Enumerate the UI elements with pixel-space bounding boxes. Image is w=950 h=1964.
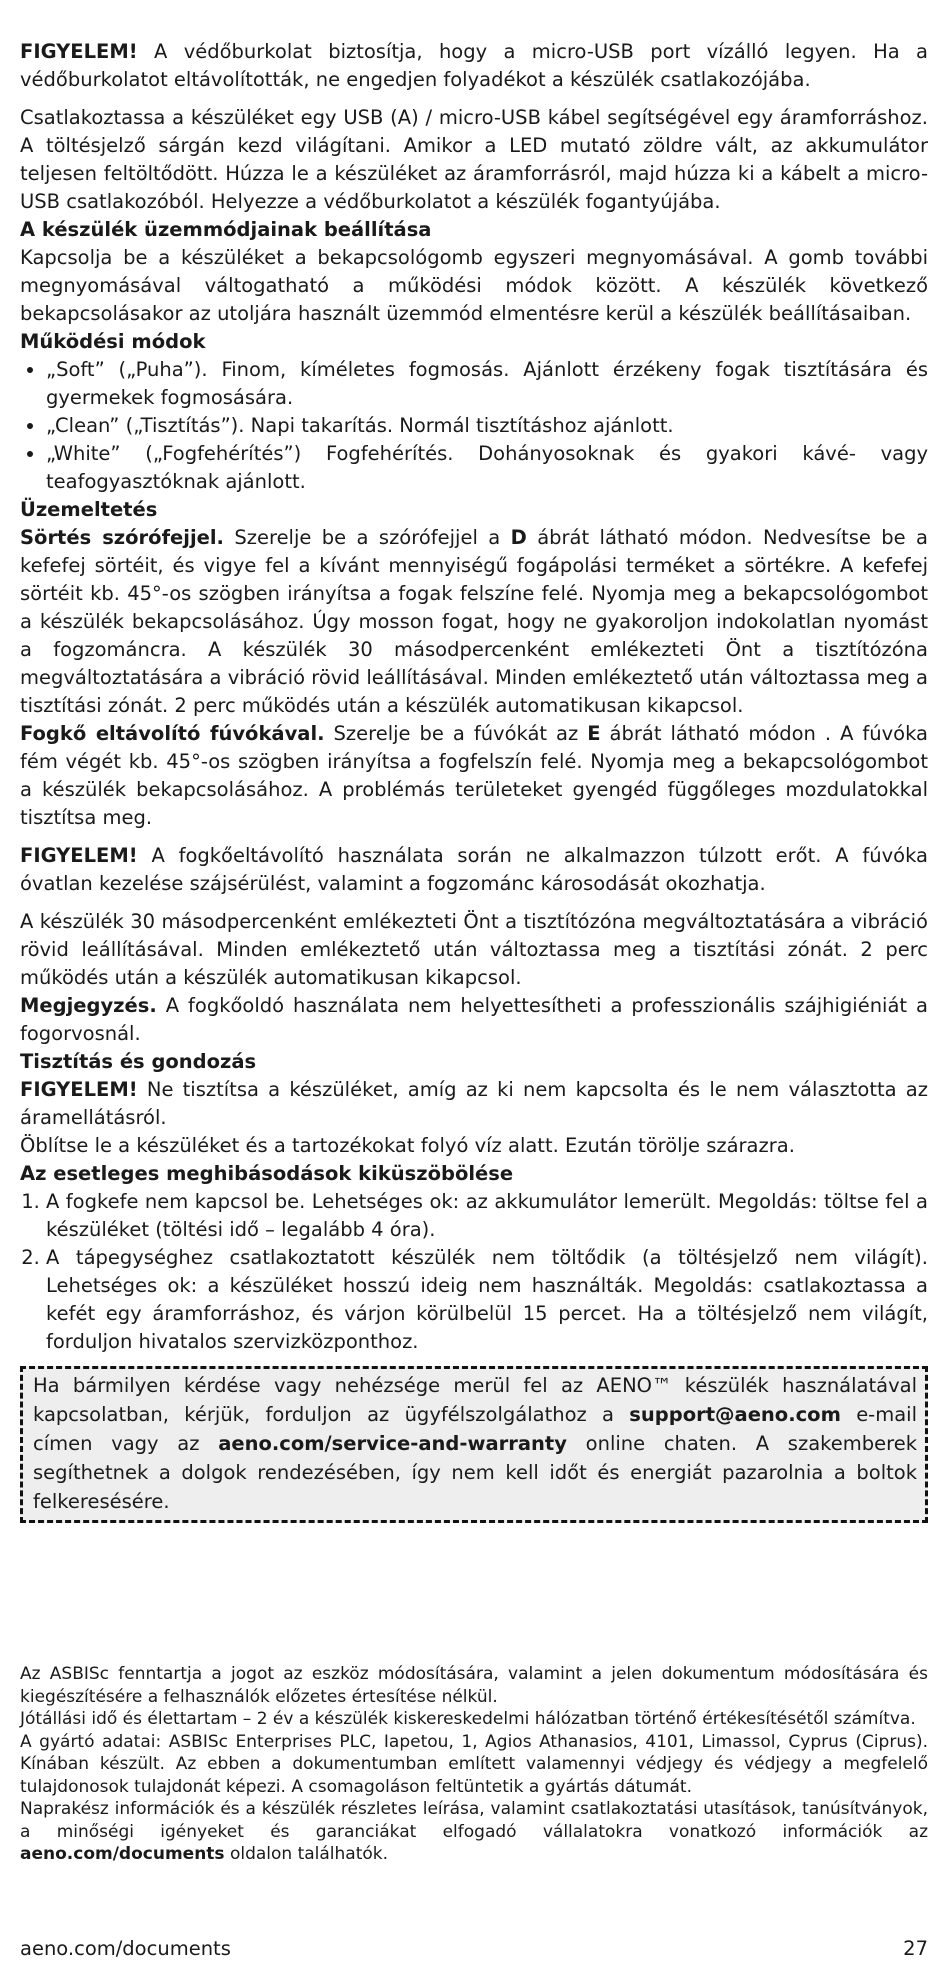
cleaning-text: Öblítse le a készüléket és a tartozékokat folyó víz alatt. Ezután törölje szárazra.: [20, 1134, 795, 1157]
list-item: • „Soft” („Puha”). Finom, kíméletes fogmosás. Ajánlott érzékeny fogak tisztítására és gyermekek fogmosására.: [46, 356, 928, 412]
heading-operation: Üzemeltetés: [20, 498, 158, 521]
heading-troubleshooting: Az esetleges meghibásodások kiküszöbölése: [20, 1162, 514, 1185]
footer-url[interactable]: aeno.com/documents: [20, 1937, 231, 1960]
heading-cleaning: Tisztítás és gondozás: [20, 1050, 257, 1073]
charging-instructions: Csatlakoztassa a készüléket egy USB (A) / micro-USB kábel segítségével egy áramforráshoz. A töltésjelző sárgán kezd világítani. Amikor a LED mutató zöldre vált, az akkumulátor teljesen feltöltődött. Húzza le a készüléket az áramforrásról, majd húzza ki a kábelt a micro-USB csatlakozóból. Helyezze a védőburkolatot a készülék fogantyújába.: [20, 106, 928, 213]
note-text: Megjegyzés. A fogkőoldó használata nem helyettesítheti a professzionális szájhigiéniát a fogorvosnál.: [20, 994, 928, 1045]
manual-page: [20, 38, 928, 1523]
modes-setup-text: Kapcsolja be a készüléket a bekapcsológomb egyszeri megnyomásával. A gomb további megnyomásával váltogatható a működési módok között. A készülék következő bekapcsolásakor az utoljára használt üzemmód elmentésre kerül a készülék beállításaiban.: [20, 246, 928, 325]
list-item: 2. A tápegységhez csatlakoztatott készülék nem töltődik (a töltésjelző nem világít). Lehetséges ok: a készüléket hosszú ideig nem használták. Megoldás: csatlakoztassa a kefét egy áramforráshoz, és várjon körülbelül 15 percet. Ha a töltésjelző nem világít, forduljon hivatalos szervizközponthoz.: [46, 1244, 928, 1356]
nozzle-instructions: Fogkő eltávolító fúvókával. Szerelje be a fúvókát az E ábrát látható módon . A fúvóka fém végét kb. 45°-os szögben irányítsa a fogfelszín felé. Nyomja meg a bekapcsológombot a készülék bekapcsolásához. A problémás területeket gyengéd függőleges mozdulatokkal tisztítsa meg.: [20, 722, 928, 829]
heading-operating-modes: Működési módok: [20, 330, 206, 353]
warning-label: FIGYELEM!: [20, 844, 138, 867]
list-item: • „Clean” („Tisztítás”). Napi takarítás. Normál tisztításhoz ajánlott.: [46, 412, 928, 440]
warning-force: FIGYELEM! A fogkőeltávolító használata során ne alkalmazzon túlzott erőt. A fúvóka óvatlan kezelése szájsérülést, valamint a fogzománc károsodását okozhatja.: [20, 844, 928, 895]
page-footer: [20, 1936, 928, 1962]
warning-label: FIGYELEM!: [20, 40, 138, 63]
operating-modes-list: [20, 356, 928, 496]
list-item: • „White” („Fogfehérítés”) Fogfehérítés. Dohányosoknak és gyakori kávé- vagy teafogyasztóknak ajánlott.: [46, 440, 928, 496]
figure-ref-d: D: [510, 526, 527, 549]
support-box: [20, 1366, 928, 1523]
troubleshooting-list: [20, 1188, 928, 1356]
page-number: 27: [903, 1937, 928, 1960]
figure-ref-e: E: [587, 722, 601, 745]
brush-head-instructions: Sörtés szórófejjel. Szerelje be a szórófejjel a D ábrát látható módon. Nedvesítse be a kefefej sörtéit, és vigye fel a kívánt mennyiségű fogápolási terméket a sörtékre. A kefefej sörtéit kb. 45°-os szögben irányítsa a fogak felszíne felé. Nyomja meg a bekapcsológombot a készülék bekapcsolásához. Úgy mosson fogat, hogy ne gyakoroljon indokolatlan nyomást a fogzománcra. A készülék 30 másodpercenként emlékezteti Önt a tisztítózóna megváltoztatására a vibráció rövid leállításával. Minden emlékeztető után változtassa meg a tisztítási zónát. 2 perc működés után a készülék automatikusan kikapcsol.: [20, 526, 929, 717]
warning-label: FIGYELEM!: [20, 1078, 138, 1101]
zone-reminder-text: A készülék 30 másodpercenként emlékezteti Önt a tisztítózóna megváltoztatására a vibráció rövid leállításával. Minden emlékeztető után változtassa meg a tisztítási zónát. 2 perc működés után a készülék automatikusan kikapcsol.: [20, 910, 928, 989]
support-text: Ha bármilyen kérdése vagy nehézsége merül fel az AENO™ készülék használatával kapcsolatban, kérjük, forduljon az ügyfélszolgálathoz a support@aeno.com e-mail címen vagy az aeno.com/service-and-warranty online chaten. A szakemberek segíthetnek a dolgok rendezésében, így nem kell időt és energiát pazarolnia a boltok felkeresésére.: [33, 1374, 918, 1513]
service-warranty-link[interactable]: aeno.com/service-and-warranty: [218, 1432, 567, 1455]
cleaning-warning: FIGYELEM! Ne tisztítsa a készüléket, amíg az ki nem kapcsolta és le nem választotta az áramellátásról.: [20, 1078, 928, 1129]
support-email-link[interactable]: support@aeno.com: [629, 1403, 841, 1426]
warranty-text: Jótállási idő és élettartam – 2 év a készülék kiskereskedelmi hálózatban történő értékesítésétől számítva.: [20, 1709, 916, 1729]
manufacturer-text: A gyártó adatai: ASBISc Enterprises PLC, Iapetou, 1, Agios Athanasios, 4101, Limassol, Cyprus (Ciprus). Kínában készült. Az ebben a dokumentumban említett valamennyi védjegy és védjegy a megfelelő tulajdonosok tulajdonát képezi. A csomagoláson feltüntetik a gyártás dátumát.: [20, 1731, 928, 1797]
rights-text: Az ASBISc fenntartja a jogot az eszköz módosítására, valamint a jelen dokumentum módosítására és kiegészítésére a felhasználók előzetes értesítése nélkül.: [20, 1664, 928, 1707]
legal-footer: [20, 1663, 928, 1866]
list-item: 1. A fogkefe nem kapcsol be. Lehetséges ok: az akkumulátor lemerült. Megoldás: töltse fel a készüléket (töltési idő – legalább 4 óra).: [46, 1188, 928, 1244]
info-text: Naprakész információk és a készülék részletes leírása, valamint csatlakoztatási utasítások, tanúsítványok, a minőségi igényeket és garanciákat elfogadó vállalatokra vonatkozó információk az aeno.com/documents oldalon találhatók.: [20, 1799, 928, 1864]
heading-modes-setup: A készülék üzemmódjainak beállítása: [20, 218, 432, 241]
documents-link[interactable]: aeno.com/documents: [20, 1844, 225, 1864]
warning-waterproof: FIGYELEM! A védőburkolat biztosítja, hogy a micro-USB port vízálló legyen. Ha a védőburkolatot eltávolították, ne engedjen folyadékot a készülék csatlakozójába.: [20, 40, 928, 91]
